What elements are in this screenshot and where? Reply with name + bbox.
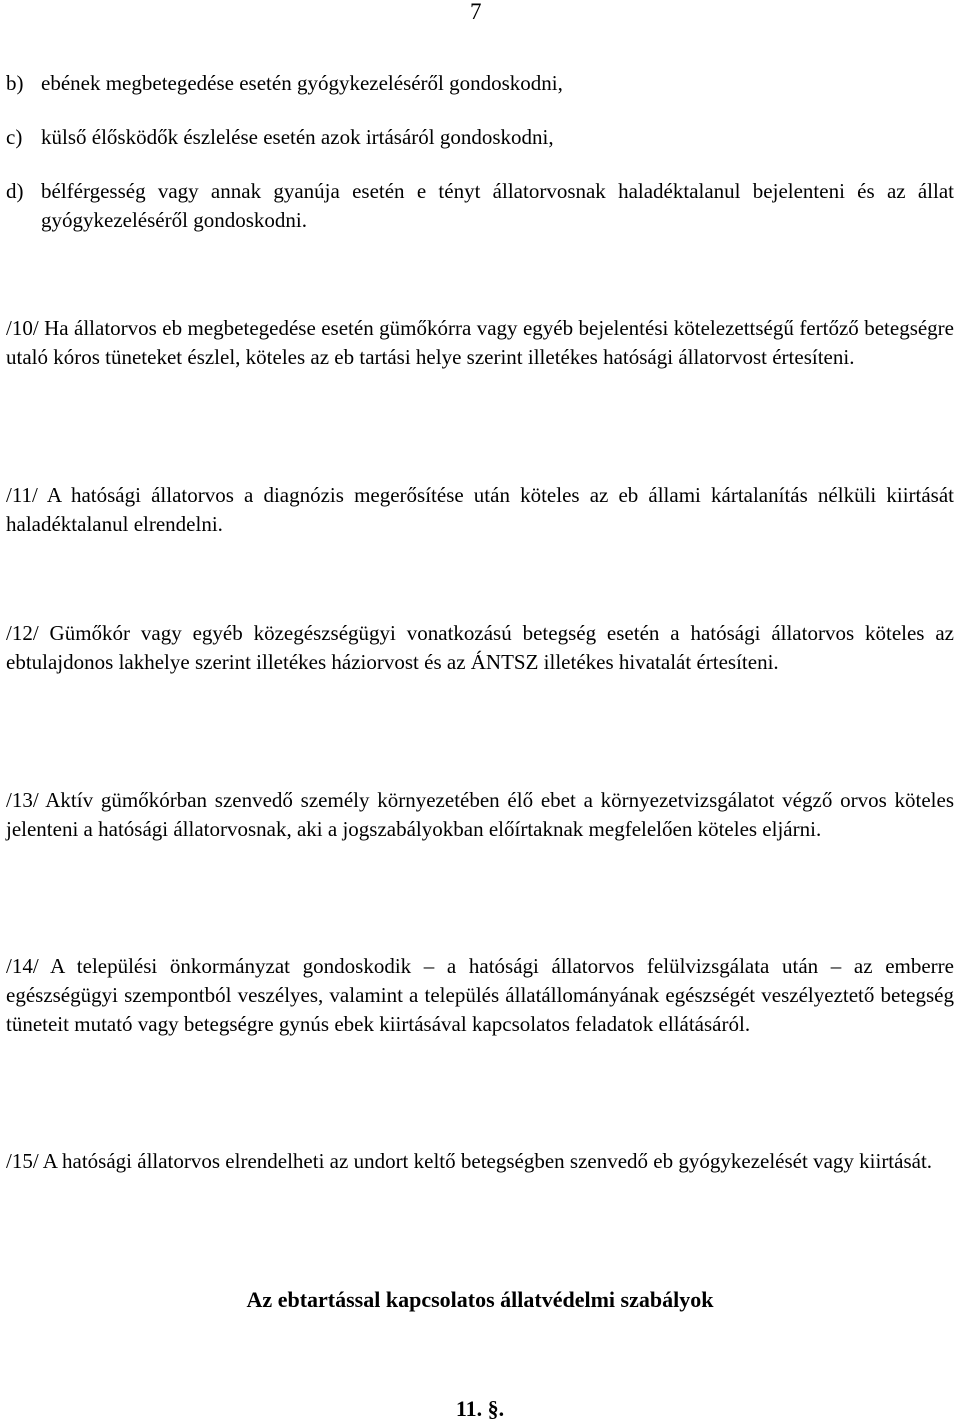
list-item-text: külső élősködők észlelése esetén azok irtásáról gondoskodni, bbox=[41, 125, 554, 149]
paragraph-14: /14/ A települési önkormányzat gondoskodik – a hatósági állatorvos felülvizsgálata után – az emberre egészségügyi szempontból veszélyes, valamint a település állatállományának egészségét veszélyeztető betegség tüneteit mutató vagy betegségre gynús ebek kiirtásával kapcsolatos feladatok ellátásáról. bbox=[6, 954, 954, 1036]
list-item bbox=[6, 69, 954, 98]
list-item bbox=[6, 123, 954, 152]
list-item-text: ebének megbetegedése esetén gyógykezeléséről gondoskodni, bbox=[41, 71, 563, 95]
page-number: 7 bbox=[470, 0, 482, 24]
paragraph-11: /11/ A hatósági állatorvos a diagnózis megerősítése után köteles az eb állami kártalanítás nélküli kiirtását haladéktalanul elrendelni. bbox=[6, 483, 954, 536]
paragraph-13: /13/ Aktív gümőkórban szenvedő személy környezetében élő ebet a környezetvizsgálatot végző orvos köteles jelenteni a hatósági állatorvosnak, aki a jogszabályokban előírtaknak megfelelően köteles eljárni. bbox=[6, 788, 954, 841]
section-heading: Az ebtartással kapcsolatos állatvédelmi szabályok bbox=[246, 1287, 714, 1312]
list-item bbox=[6, 177, 954, 235]
paragraph-number: 11. §. bbox=[455, 1396, 505, 1421]
list-item-letter: d) bbox=[6, 179, 24, 203]
paragraph-10: /10/ Ha állatorvos eb megbetegedése esetén gümőkórra vagy egyéb bejelentési kötelezettségű fertőző betegségre utaló kóros tüneteket észlel, köteles az eb tartási helye szerint illetékes hatósági állatorvost értesíteni. bbox=[6, 316, 954, 369]
paragraph-12: /12/ Gümőkór vagy egyéb közegészségügyi vonatkozású betegség esetén a hatósági állatorvos köteles az ebtulajdonos lakhelye szerint illetékes háziorvost és az ÁNTSZ illetékes hivatalát értesíteni. bbox=[6, 621, 954, 674]
list-item-letter: b) bbox=[6, 71, 24, 95]
list-item-text: bélférgesség vagy annak gyanúja esetén e tényt állatorvosnak haladéktalanul bejelenteni és az állat gyógykezeléséről gondoskodni. bbox=[41, 179, 954, 232]
paragraph-15: /15/ A hatósági állatorvos elrendelheti az undort keltő betegségben szenvedő eb gyógykezelését vagy kiirtását. bbox=[6, 1149, 933, 1173]
list-item-letter: c) bbox=[6, 125, 23, 149]
